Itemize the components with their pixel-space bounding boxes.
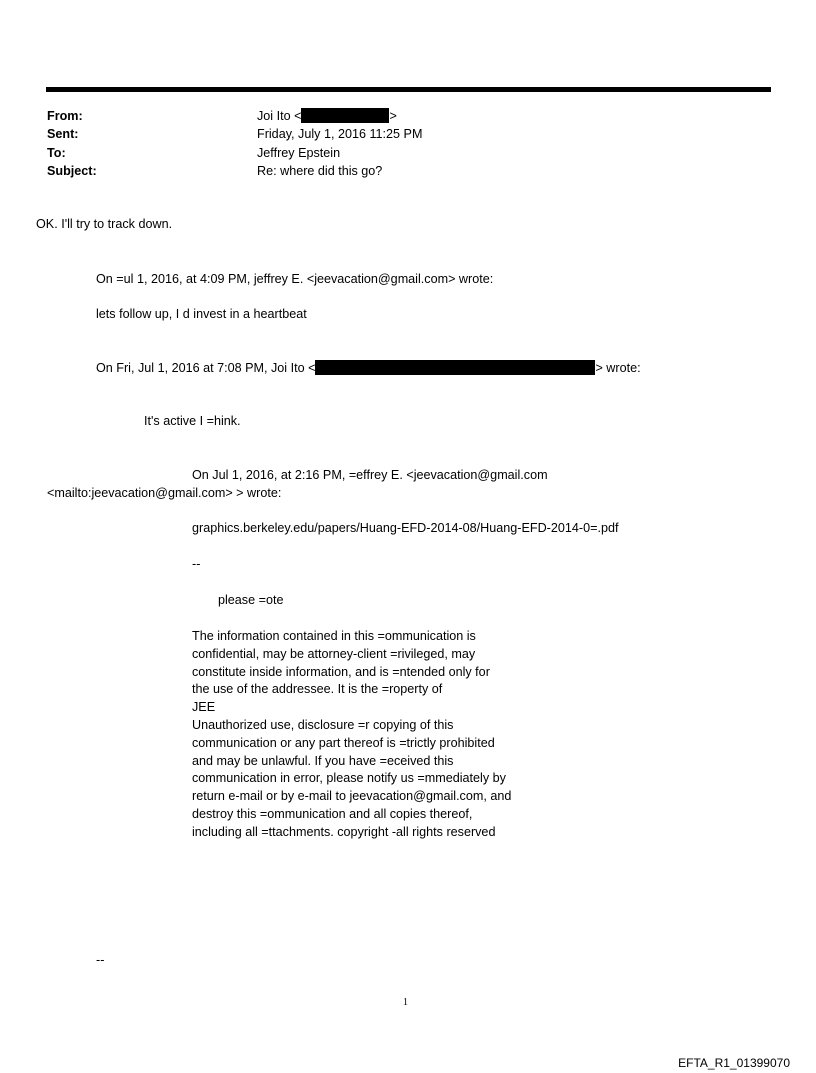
signature-separator: -- xyxy=(192,557,201,571)
to-value: Jeffrey Epstein xyxy=(257,146,341,160)
reply-text: OK. I'll try to track down. xyxy=(36,217,173,231)
disclaimer-line: return e-mail or by e-mail to jeevacation@gmail.com, and xyxy=(192,789,512,804)
disclaimer-line: communication in error, please notify us =mmediately by xyxy=(192,771,506,786)
disclaimer-line: and may be unlawful. If you have =eceived this xyxy=(192,753,454,768)
disclaimer-line: destroy this =ommunication and all copies thereof, xyxy=(192,806,473,821)
from-label: From: xyxy=(47,109,83,123)
disclaimer-line: including all =ttachments. copyright -all rights reserved xyxy=(192,824,496,839)
header-rule xyxy=(46,87,771,92)
from-close: > xyxy=(389,109,397,123)
quote3-header-line1: On Jul 1, 2016, at 2:16 PM, =effrey E. <jeevacation@gmail.com xyxy=(192,468,548,482)
quote2-text: It's active I =hink. xyxy=(144,414,241,428)
from-value xyxy=(257,108,397,124)
page-number: 1 xyxy=(403,997,408,1008)
quote1-text: lets follow up, I d invest in a heartbeat xyxy=(96,307,307,321)
redaction-box xyxy=(315,360,595,375)
quote1-header: On =ul 1, 2016, at 4:09 PM, jeffrey E. <jeevacation@gmail.com> wrote: xyxy=(96,272,494,286)
disclaimer-line: Unauthorized use, disclosure =r copying of this xyxy=(192,717,454,732)
note-text: please =ote xyxy=(218,593,284,607)
disclaimer-line: the use of the addressee. It is the =roperty of xyxy=(192,682,443,697)
paper-link: graphics.berkeley.edu/papers/Huang-EFD-2014-08/Huang-EFD-2014-0=.pdf xyxy=(192,521,619,535)
subject-label: Subject: xyxy=(47,164,97,178)
disclaimer-line: constitute inside information, and is =ntended only for xyxy=(192,664,490,679)
redaction-box xyxy=(301,108,389,123)
subject-value: Re: where did this go? xyxy=(257,164,383,178)
quote2-header-end: > wrote: xyxy=(595,361,641,375)
disclaimer-paragraph xyxy=(192,628,552,842)
disclaimer-line: communication or any part thereof is =trictly prohibited xyxy=(192,735,495,750)
to-label: To: xyxy=(47,146,66,160)
sent-value: Friday, July 1, 2016 11:25 PM xyxy=(257,127,423,141)
quote3-header-line2: <mailto:jeevacation@gmail.com> > wrote: xyxy=(47,486,282,500)
from-name: Joi Ito < xyxy=(257,109,302,123)
disclaimer-line: confidential, may be attorney-client =rivileged, may xyxy=(192,646,476,661)
disclaimer-line: The information contained in this =ommunication is xyxy=(192,629,476,643)
disclaimer-line: JEE xyxy=(192,700,216,715)
bottom-separator: -- xyxy=(96,953,105,967)
sent-label: Sent: xyxy=(47,127,79,141)
bates-number: EFTA_R1_01399070 xyxy=(678,1056,790,1070)
quote2-header-start: On Fri, Jul 1, 2016 at 7:08 PM, Joi Ito < xyxy=(96,361,316,375)
quote2-header xyxy=(96,360,641,376)
